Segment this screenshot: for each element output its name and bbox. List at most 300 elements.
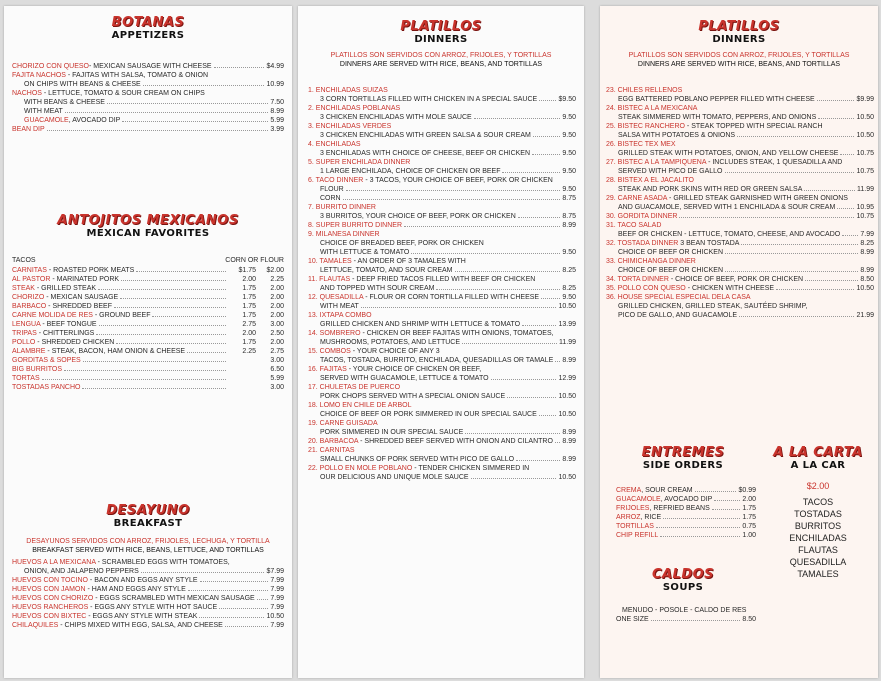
menu-item-price: 9.50 — [562, 186, 576, 193]
leader-dots — [187, 352, 226, 353]
soups-subtitle: SOUPS — [662, 582, 704, 593]
menu-item-row — [606, 122, 874, 131]
menu-item-row — [308, 365, 576, 374]
menu-item-title: BEAN DIP — [12, 126, 45, 133]
menu-item-row — [308, 104, 576, 113]
dinners-list-2 — [606, 86, 874, 320]
menu-item-name — [308, 437, 553, 446]
menu-item-name — [606, 239, 739, 248]
menu-item-row — [606, 275, 874, 284]
menu-item-title: NACHOS — [12, 90, 42, 97]
menu-item-row — [606, 86, 874, 95]
menu-item-name — [12, 603, 217, 612]
leader-dots — [411, 253, 560, 254]
menu-item-name — [320, 149, 530, 158]
flour-price: 5.99 — [270, 375, 284, 382]
menu-item-name — [308, 365, 481, 374]
menu-item-description: - SCRAMBLED EGGS WITH TOMATOES, — [95, 559, 230, 566]
menu-item-row — [606, 248, 874, 257]
menu-item-description: WITH LETTUCE & TOMATO — [320, 249, 410, 256]
menu-item-row — [308, 239, 576, 248]
menu-item-title: HUEVOS RANCHEROS — [12, 604, 89, 611]
menu-item-price: 7.50 — [270, 99, 284, 106]
taco-item-description: - GRILLED STEAK — [34, 285, 97, 292]
a-la-carta-list — [766, 496, 870, 580]
menu-item-price: 3.99 — [270, 126, 284, 133]
menu-item-name — [320, 428, 463, 437]
menu-item-name — [618, 302, 807, 311]
flour-price: 3.00 — [270, 321, 284, 328]
menu-item-row — [12, 621, 284, 630]
taco-item-row — [12, 293, 284, 302]
menu-item-name — [606, 293, 751, 302]
leader-dots — [539, 100, 556, 101]
menu-item-description: EGG BATTERED POBLANO PEPPER FILLED WITH CHEESE — [618, 96, 815, 103]
menu-item-price: 11.99 — [857, 186, 874, 193]
leader-dots — [805, 280, 858, 281]
menu-item-row — [308, 464, 576, 473]
leader-dots — [837, 208, 854, 209]
menu-item-description: 3 BURRITOS, YOUR CHOICE OF BEEF, PORK OR CHICKEN — [320, 213, 516, 220]
leader-dots — [660, 536, 740, 537]
menu-item-title: HUEVOS CON JAMON — [12, 586, 86, 593]
leader-dots — [725, 172, 855, 173]
menu-item-row — [308, 275, 576, 284]
leader-dots — [188, 590, 269, 591]
flour-price: 2.00 — [270, 294, 284, 301]
menu-item-title: 13. IXTAPA COMBO — [308, 312, 372, 319]
breakfast-note-english: BREAKFAST SERVED WITH RICE, BEANS, LETTUCE, AND TORTILLAS — [32, 547, 264, 554]
menu-item-name — [618, 248, 723, 257]
menu-item-title: 10. TAMALES — [308, 258, 352, 265]
corn-price: 2.00 — [242, 276, 256, 283]
menu-item-description: MUSHROOMS, POTATOES, AND LETTUCE — [320, 339, 461, 346]
menu-item-row — [308, 446, 576, 455]
menu-item-price: 8.99 — [860, 249, 874, 256]
menu-item-row — [606, 293, 874, 302]
menu-item-row — [606, 212, 874, 221]
menu-item-description: FLOUR — [320, 186, 344, 193]
menu-item-row — [12, 125, 284, 134]
leader-dots — [507, 397, 556, 398]
leader-dots — [141, 572, 265, 573]
menu-item-description: ON CHIPS WITH BEANS & CHEESE — [24, 81, 141, 88]
menu-item-title: CHIP REFILL — [616, 532, 659, 539]
dinners-subtitle: DINNERS — [414, 34, 468, 45]
menu-item-description: BEEF OR CHICKEN - LETTUCE, TOMATO, CHEESE, AND AVOCADO — [618, 231, 841, 238]
menu-item-price: 10.50 — [266, 613, 284, 620]
menu-item-title: 32. TOSTADA DINNER — [606, 240, 679, 247]
leader-dots — [502, 172, 560, 173]
menu-item-name — [616, 486, 693, 495]
taco-item-description: - STEAK, BACON, HAM ONION & CHEESE — [45, 348, 186, 355]
menu-item-title: GUACAMOLE — [24, 117, 69, 124]
leader-dots — [121, 280, 226, 281]
dinners-note-english-2: DINNERS ARE SERVED WITH RICE, BEANS, AND TORTILLAS — [637, 61, 841, 68]
menu-item-row — [308, 284, 576, 293]
menu-item-description: SERVED WITH GUACAMOLE, LETTUCE & TOMATO — [320, 375, 489, 382]
leader-dots — [120, 298, 226, 299]
menu-item-description: 3 CHICKEN ENCHILADAS WITH MOLE SAUCE — [320, 114, 472, 121]
menu-item-name — [308, 329, 554, 338]
menu-item-title: 28. BISTEX A EL JACALITO — [606, 177, 694, 184]
menu-item-name — [308, 275, 535, 284]
leader-dots — [541, 298, 560, 299]
menu-item-title: 1. ENCHILADAS SUIZAS — [308, 87, 388, 94]
leader-dots — [47, 130, 269, 131]
flour-price: 2.50 — [270, 330, 284, 337]
dinners-list — [308, 86, 576, 482]
menu-item-name — [308, 230, 380, 239]
menu-item-row — [308, 311, 576, 320]
menu-item-row — [606, 194, 874, 203]
menu-item-row — [308, 329, 576, 338]
menu-item-row — [606, 239, 874, 248]
leader-dots — [539, 415, 557, 416]
a-la-carta-item: QUESADILLA — [789, 557, 847, 567]
menu-item-description: , AVOCADO DIP — [660, 496, 713, 503]
menu-item-name — [308, 221, 402, 230]
menu-item-title: 35. POLLO CON QUESO — [606, 285, 686, 292]
leader-dots — [82, 388, 226, 389]
menu-item-name — [320, 473, 469, 482]
menu-item-row — [606, 149, 874, 158]
menu-item-price: 8.25 — [562, 285, 576, 292]
taco-item-name — [12, 365, 62, 374]
menu-item-name — [320, 338, 460, 347]
menu-item-row — [308, 302, 576, 311]
leader-dots — [436, 289, 560, 290]
menu-item-price: 1.75 — [742, 505, 756, 512]
menu-item-description: - CHIPS MIXED WITH EGG, SALSA, AND CHEESE — [58, 622, 223, 629]
leader-dots — [679, 217, 854, 218]
menu-item-name — [320, 410, 537, 419]
menu-item-price: 8.99 — [860, 267, 874, 274]
taco-item-description: - GROUND BEEF — [92, 312, 151, 319]
leader-dots — [522, 325, 556, 326]
taco-item-description: - SHREDDED BEEF — [46, 303, 112, 310]
menu-item-price: 12.99 — [558, 375, 576, 382]
a-la-carta-item: BURRITOS — [794, 521, 842, 531]
menu-item-row — [308, 338, 576, 347]
menu-item-description: 3 BEAN TOSTADA — [678, 240, 740, 247]
menu-item-name — [320, 95, 537, 104]
menu-item-name — [12, 558, 230, 567]
menu-item-row — [606, 158, 874, 167]
taco-item-title: GORDITAS & SOPES — [12, 357, 81, 364]
leader-dots — [737, 136, 854, 137]
side-orders-list — [616, 486, 756, 540]
leader-dots — [116, 343, 226, 344]
menu-item-row — [308, 383, 576, 392]
menu-item-description: - YOUR CHOICE OF CHICKEN OR BEEF, — [346, 366, 482, 373]
menu-item-price: 8.99 — [562, 222, 576, 229]
taco-item-title: BARBACO — [12, 303, 47, 310]
leader-dots — [516, 460, 560, 461]
menu-item-description: , REFRIED BEANS — [649, 505, 710, 512]
menu-item-row — [308, 257, 576, 266]
flour-price: 2.25 — [270, 276, 284, 283]
menu-item-title: 2. ENCHILADAS POBLANAS — [308, 105, 401, 112]
dinners-subtitle-2: DINNERS — [712, 34, 766, 45]
menu-item-name — [308, 293, 539, 302]
menu-item-row — [606, 266, 874, 275]
menu-item-description: - 3 TACOS, YOUR CHOICE OF BEEF, PORK OR CHICKEN — [363, 177, 553, 184]
menu-item-row — [12, 89, 284, 98]
menu-item-description: - SHREDDED BEEF SERVED WITH ONION AND CILANTRO — [358, 438, 553, 445]
menu-item-title: 36. HOUSE SPECIAL ESPECIAL DELA CASA — [606, 294, 751, 301]
menu-item-name — [606, 212, 677, 221]
menu-item-row — [606, 230, 874, 239]
menu-item-title: 14. SOMBRERO — [308, 330, 361, 337]
side-orders-title: ENTREMES — [641, 445, 725, 460]
menu-item-row — [308, 374, 576, 383]
breakfast-list — [12, 558, 284, 630]
menu-item-row — [606, 257, 874, 266]
menu-item-title: FAJITA NACHOS — [12, 72, 66, 79]
leader-dots — [99, 325, 226, 326]
leader-dots — [818, 118, 854, 119]
menu-item-row — [12, 98, 284, 107]
taco-item-title: BIG BURRITOS — [12, 366, 63, 373]
menu-item-description: WITH MEAT — [320, 303, 359, 310]
menu-item-price: 7.99 — [270, 577, 284, 584]
taco-item-row — [12, 329, 284, 338]
menu-item-row — [606, 185, 874, 194]
menu-item-row — [308, 392, 576, 401]
taco-item-row — [12, 356, 284, 365]
menu-item-name — [320, 131, 531, 140]
menu-item-description: ONION, AND JALAPENO PEPPERS — [24, 568, 139, 575]
taco-item-name — [12, 311, 150, 320]
menu-item-row — [308, 113, 576, 122]
menu-item-name — [320, 113, 472, 122]
menu-item-description: - STEAK TOPPED WITH SPECIAL RANCH — [684, 123, 823, 130]
menu-item-description: CHOICE OF BREADED BEEF, PORK OR CHICKEN — [320, 240, 484, 247]
menu-item-title: FRIJOLES — [616, 505, 650, 512]
menu-item-description: - EGGS ANY STYLE WITH HOT SAUCE — [88, 604, 218, 611]
taco-item-row — [12, 365, 284, 374]
taco-item-title: ALAMBRE — [12, 348, 46, 355]
taco-item-title: TRIPAS — [12, 330, 37, 337]
menu-item-name — [606, 284, 774, 293]
taco-item-name — [12, 320, 97, 329]
menu-item-description: 3 ENCHILADAS WITH CHOICE OF CHEESE, BEEF OR CHICKEN — [320, 150, 531, 157]
menu-item-description: - HAM AND EGGS ANY STYLE — [85, 586, 186, 593]
menu-item-name — [308, 347, 440, 356]
menu-item-title: 3. ENCHILADAS VERDES — [308, 123, 392, 130]
menu-item-title: CHILAQUILES — [12, 622, 59, 629]
menu-item-name — [606, 104, 697, 113]
menu-item-row — [308, 212, 576, 221]
menu-item-price: 1.75 — [742, 514, 756, 521]
menu-item-row — [308, 293, 576, 302]
center-panel — [298, 6, 584, 678]
menu-item-name — [308, 140, 361, 149]
menu-item-description: CHOICE OF BEEF OR PORK SIMMERED IN OUR SPECIAL SAUCE — [320, 411, 537, 418]
leader-dots — [152, 316, 226, 317]
taco-item-name — [12, 347, 185, 356]
menu-item-price: 2.00 — [742, 496, 756, 503]
flour-price: 2.00 — [270, 303, 284, 310]
leader-dots — [404, 226, 560, 227]
taco-item-description: - SHREDDED CHICKEN — [35, 339, 115, 346]
leader-dots — [533, 136, 561, 137]
menu-item-price: 7.99 — [270, 595, 284, 602]
menu-item-description: CORN — [320, 195, 341, 202]
menu-item-name — [606, 140, 676, 149]
menu-item-name — [308, 419, 378, 428]
menu-item-name — [320, 320, 520, 329]
menu-item-name — [308, 446, 355, 455]
menu-item-row — [308, 95, 576, 104]
menu-item-price: 7.99 — [270, 604, 284, 611]
menu-item-row — [308, 455, 576, 464]
menu-item-price: $4.99 — [266, 63, 284, 70]
dinners-note-spanish: PLATILLOS SON SERVIDOS CON ARROZ, FRIJOLES, Y TORTILLAS — [330, 52, 552, 59]
taco-item-row — [12, 383, 284, 392]
menu-item-description: , RICE — [640, 514, 662, 521]
a-la-carta-title: A LA CARTA — [773, 445, 863, 460]
menu-item-price: $7.99 — [266, 568, 284, 575]
menu-item-row — [606, 167, 874, 176]
menu-item-name — [12, 62, 212, 71]
menu-item-row — [308, 428, 576, 437]
menu-item-name — [618, 203, 835, 212]
leader-dots — [532, 154, 560, 155]
menu-item-name — [606, 275, 803, 284]
menu-item-name — [320, 374, 489, 383]
taco-item-name — [12, 383, 80, 392]
a-la-carta-item: TACOS — [802, 497, 834, 507]
menu-item-title: HUEVOS CON CHORIZO — [12, 595, 94, 602]
menu-item-title: 8. SUPER BURRITO DINNER — [308, 222, 402, 229]
menu-item-title: 6. TACO DINNER — [308, 177, 364, 184]
menu-item-name — [320, 302, 359, 311]
menu-item-description: , AVOCADO DIP — [68, 117, 121, 124]
menu-item-row — [308, 473, 576, 482]
leader-dots — [714, 500, 740, 501]
breakfast-title: DESAYUNO — [106, 503, 190, 518]
a-la-carta-price: $2.00 — [806, 481, 830, 491]
menu-item-name — [308, 104, 400, 113]
menu-item-name — [308, 176, 553, 185]
tacos-header — [12, 256, 284, 265]
menu-item-price: 5.99 — [270, 117, 284, 124]
corn-price: 1.75 — [242, 285, 256, 292]
menu-item-row — [308, 167, 576, 176]
side-orders-subtitle: SIDE ORDERS — [642, 460, 724, 471]
menu-item-price: 8.25 — [860, 240, 874, 247]
menu-item-description: - DEEP FRIED TACOS FILLED WITH BEEF OR CHICKEN — [350, 276, 536, 283]
menu-item-name — [12, 576, 198, 585]
menu-item-description: - LETTUCE, TOMATO & SOUR CREAM ON CHIPS — [41, 90, 205, 97]
menu-item-title: 26. BISTEC TEX MEX — [606, 141, 676, 148]
menu-item-price: 7.99 — [270, 586, 284, 593]
dinners-title-2: PLATILLOS — [698, 19, 780, 34]
menu-item-name — [12, 125, 45, 134]
menu-item-name — [618, 266, 723, 275]
menu-item-description: PORK SIMMERED IN OUR SPECIAL SAUCE — [320, 429, 464, 436]
menu-item-name — [320, 356, 553, 365]
menu-item-description: PORK CHOPS SERVED WITH A SPECIAL ONION SAUCE — [320, 393, 506, 400]
leader-dots — [817, 100, 855, 101]
a-la-carta-item: FLAUTAS — [798, 545, 838, 555]
flour-price: 2.75 — [270, 348, 284, 355]
menu-item-description: - INCLUDES STEAK, 1 QUESADILLA AND — [706, 159, 843, 166]
menu-item-title: 31. TACO SALAD — [606, 222, 662, 229]
leader-dots — [64, 370, 226, 371]
menu-item-name — [606, 221, 661, 230]
menu-item-name — [618, 149, 838, 158]
leader-dots — [725, 271, 858, 272]
leader-dots — [225, 626, 269, 627]
menu-item-price: 8.75 — [562, 195, 576, 202]
taco-item-title: AL PASTOR — [12, 276, 51, 283]
menu-item-name — [308, 86, 388, 95]
menu-item-title: 21. CARNITAS — [308, 447, 355, 454]
taco-item-name — [12, 374, 40, 383]
menu-item-title: 4. ENCHILADAS — [308, 141, 361, 148]
menu-item-name — [320, 167, 500, 176]
a-la-carta-item: ENCHILADAS — [789, 533, 847, 543]
soups-size-row: ONE SIZE 8.50 — [616, 616, 756, 623]
menu-item-description: TACOS, TOSTADA, BURRITO, ENCHILADA, QUESADILLAS OR TAMALE — [320, 357, 554, 364]
menu-item-row — [12, 567, 284, 576]
menu-item-row — [12, 71, 284, 80]
menu-item-description: OUR DELICIOUS AND UNIQUE MOLE SAUCE — [320, 474, 469, 481]
menu-item-row — [308, 266, 576, 275]
menu-item-row — [606, 284, 874, 293]
flour-price: $2.00 — [266, 267, 284, 274]
leader-dots — [65, 112, 269, 113]
menu-item-title: 29. CARNE ASADA — [606, 195, 668, 202]
taco-item-title: CHORIZO — [12, 294, 45, 301]
menu-item-description: - BACON AND EGGS ANY STYLE — [87, 577, 198, 584]
leader-dots — [695, 491, 737, 492]
menu-item-title: 9. MILANESA DINNER — [308, 231, 380, 238]
leader-dots — [361, 307, 557, 308]
menu-item-name — [12, 594, 255, 603]
leader-dots — [346, 190, 561, 191]
menu-item-name — [320, 284, 434, 293]
menu-item-title: ARROZ — [616, 514, 641, 521]
dinners-title: PLATILLOS — [400, 19, 482, 34]
menu-item-row — [308, 176, 576, 185]
menu-item-title: CREMA — [616, 487, 642, 494]
taco-item-row — [12, 266, 284, 275]
taco-item-row — [12, 275, 284, 284]
menu-item-description: SALSA WITH POTATOES & ONIONS — [618, 132, 736, 139]
menu-item-description: - CHOICE OF BEEF, PORK OR CHICKEN — [668, 276, 804, 283]
taco-item-row — [12, 338, 284, 347]
leader-dots — [136, 271, 226, 272]
menu-item-name — [606, 194, 848, 203]
left-panel — [4, 6, 292, 678]
leader-dots — [83, 361, 226, 362]
menu-item-name — [12, 621, 223, 630]
menu-item-name — [618, 311, 737, 320]
menu-item-name — [308, 122, 391, 131]
menu-item-row — [12, 603, 284, 612]
corn-price: $1.75 — [238, 267, 256, 274]
menu-item-description: - AN ORDER OF 3 TAMALES WITH — [351, 258, 466, 265]
menu-item-price: 8.99 — [270, 108, 284, 115]
menu-item-row — [606, 176, 874, 185]
leader-dots — [471, 478, 557, 479]
menu-item-name — [616, 522, 654, 531]
menu-item-description: STEAK SIMMERED WITH TOMATO, PEPPERS, AND ONIONS — [618, 114, 817, 121]
